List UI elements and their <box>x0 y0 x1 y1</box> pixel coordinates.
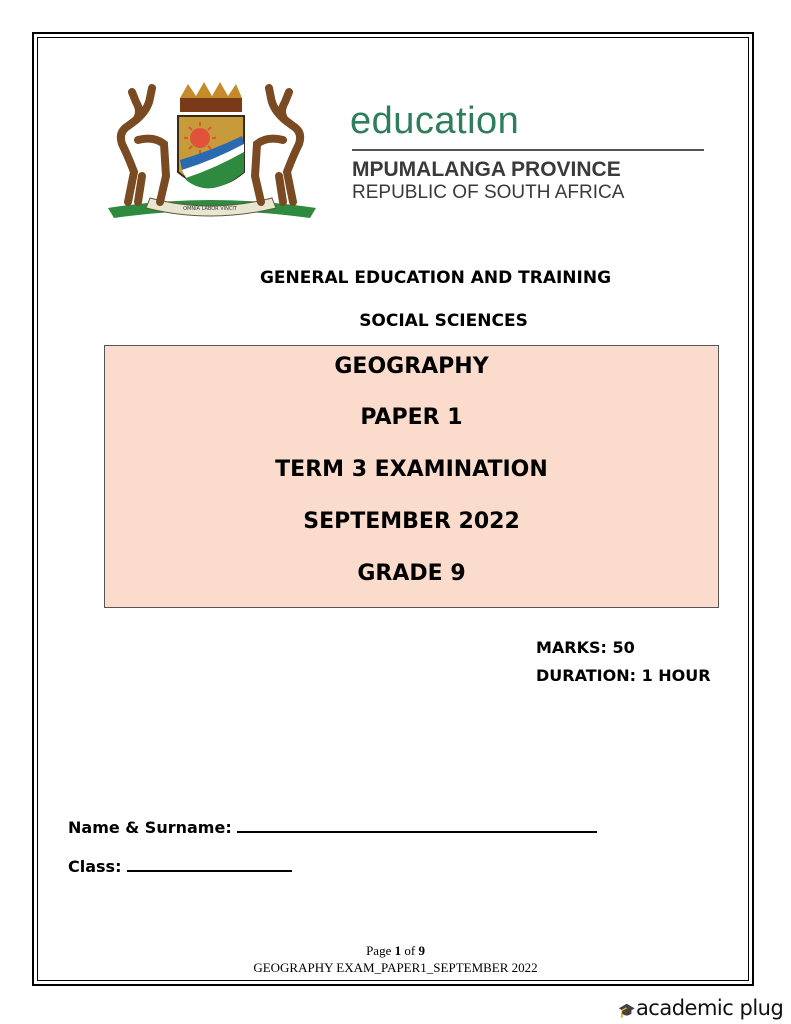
name-surname-field[interactable] <box>68 817 597 837</box>
page-number <box>0 943 791 959</box>
logo-divider <box>352 149 704 151</box>
title-date: SEPTEMBER 2022 <box>303 509 520 534</box>
graduation-cap-icon: 🎓 <box>618 1003 635 1019</box>
duration-info: DURATION: 1 HOUR <box>536 666 711 685</box>
logo-republic: REPUBLIC OF SOUTH AFRICA <box>352 182 625 203</box>
coat-of-arms-logo <box>88 80 333 228</box>
academicplug-watermark <box>618 996 783 1020</box>
page-current: 1 <box>394 943 402 958</box>
watermark-text: academic plug <box>635 996 784 1020</box>
page-total: 9 <box>418 943 425 958</box>
document-code: GEOGRAPHY EXAM_PAPER1_SEPTEMBER 2022 <box>253 960 538 975</box>
logo-education-word: education <box>350 100 520 142</box>
title-paper: PAPER 1 <box>360 405 463 430</box>
title-term: TERM 3 EXAMINATION <box>275 457 548 482</box>
logo-province: MPUMALANGA PROVINCE <box>352 158 621 181</box>
marks-info: MARKS: 50 <box>536 638 635 657</box>
name-surname-blank[interactable] <box>237 817 597 833</box>
header-line-get: GENERAL EDUCATION AND TRAINING <box>259 268 612 288</box>
header-line-subject-area: SOCIAL SCIENCES <box>359 311 528 331</box>
page-prefix: Page <box>366 943 395 958</box>
title-grade: GRADE 9 <box>357 561 466 586</box>
title-box <box>104 345 719 608</box>
name-surname-label: Name & Surname: <box>68 818 232 837</box>
page-of: of <box>401 943 419 958</box>
class-field[interactable] <box>68 856 292 876</box>
class-blank[interactable] <box>127 856 292 872</box>
class-label: Class: <box>68 857 122 876</box>
title-subject: GEOGRAPHY <box>334 354 489 379</box>
crest-motto: OMNIA LABOR VINCIT <box>183 206 237 212</box>
